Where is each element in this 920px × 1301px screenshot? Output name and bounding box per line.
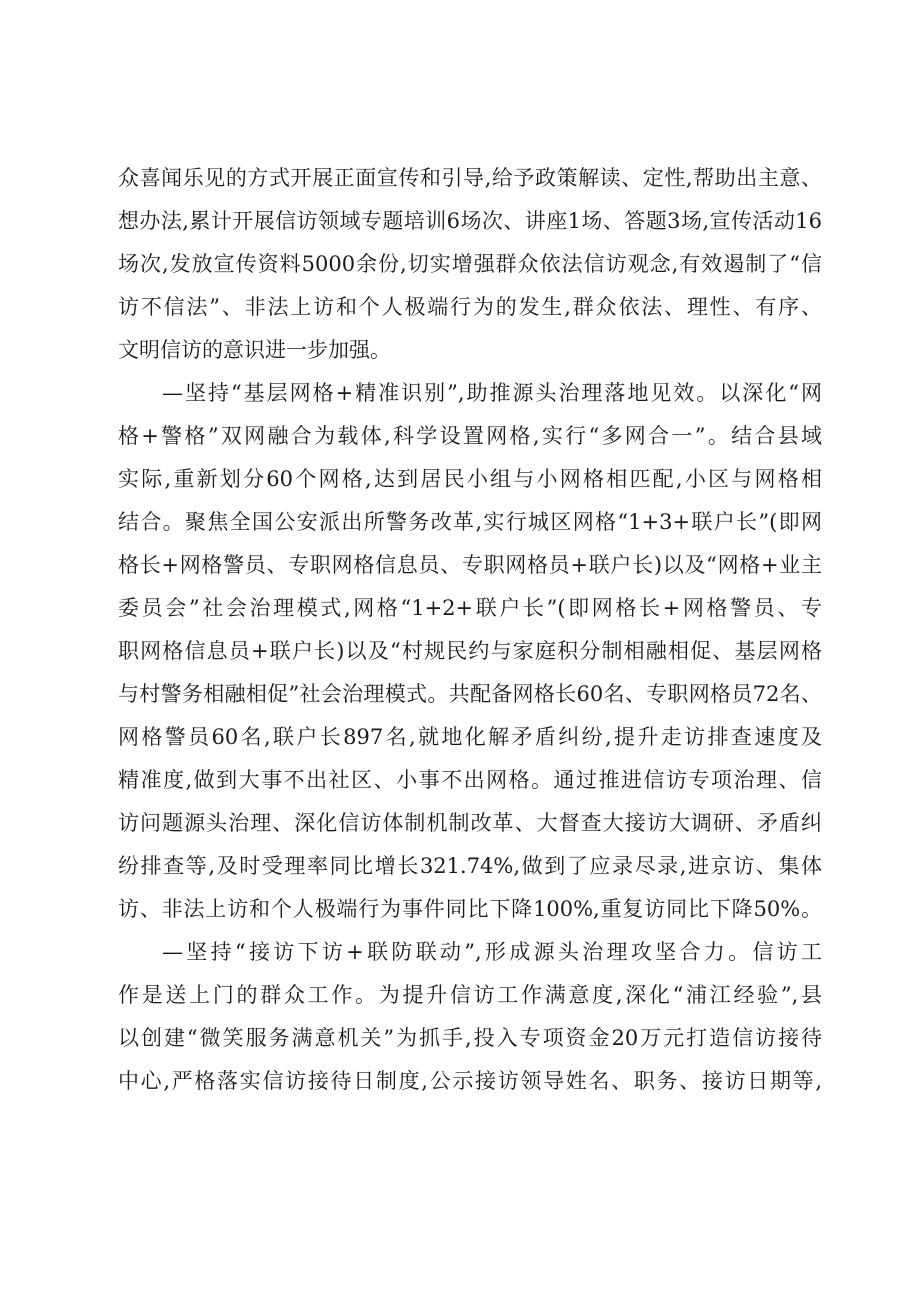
paragraph-2-line-7: 职网格信息员+联户长)以及“村规民约与家庭积分制相融相促、基层网格 (118, 639, 822, 663)
paragraph-1-line-3: 场次,发放宣传资料5000余份,切实增强群众依法信访观念,有效遏制了“信 (118, 252, 822, 276)
paragraph-3-line-3: 以创建“微笑服务满意机关”为抓手,投入专项资金20万元打造信访接待 (118, 1026, 822, 1050)
paragraph-2-line-1: —坚持“基层网格+精准识别”,助推源头治理落地见效。以深化“网 (162, 381, 822, 405)
paragraph-2-line-5: 格长+网格警员、专职网格信息员、专职网格员+联户长)以及“网格+业主 (118, 553, 822, 577)
paragraph-2-line-3: 实际,重新划分60个网格,达到居民小组与小网格相匹配,小区与网格相 (118, 467, 822, 491)
paragraph-2-line-10: 精准度,做到大事不出社区、小事不出网格。通过推进信访专项治理、信 (118, 768, 822, 792)
paragraph-1-line-1: 众喜闻乐见的方式开展正面宣传和引导,给予政策解读、定性,帮助出主意、 (118, 166, 822, 190)
paragraph-2-line-6: 委员会”社会治理模式,网格“1+2+联户长”(即网格长+网格警员、专 (118, 596, 822, 620)
paragraph-1-line-4: 访不信法”、非法上访和个人极端行为的发生,群众依法、理性、有序、 (118, 295, 822, 319)
paragraph-2-line-11: 访问题源头治理、深化信访体制机制改革、大督查大接访大调研、矛盾纠 (118, 811, 822, 835)
paragraph-2-line-9: 网格警员60名,联户长897名,就地化解矛盾纠纷,提升走访排查速度及 (118, 725, 822, 749)
paragraph-3-line-2: 作是送上门的群众工作。为提升信访工作满意度,深化“浦江经验”,县 (118, 983, 822, 1007)
paragraph-2-line-2: 格+警格”双网融合为载体,科学设置网格,实行“多网合一”。结合县域 (118, 424, 822, 448)
paragraph-1-line-2: 想办法,累计开展信访领域专题培训6场次、讲座1场、答题3场,宣传活动16 (118, 209, 822, 233)
paragraph-1-line-5: 文明信访的意识进一步加强。 (118, 338, 391, 362)
paragraph-2-line-13: 访、非法上访和个人极端行为事件同比下降100%,重复访同比下降50%。 (118, 897, 822, 921)
paragraph-3-line-4: 中心,严格落实信访接待日制度,公示接访领导姓名、职务、接访日期等, (118, 1069, 822, 1093)
paragraph-2-line-8: 与村警务相融相促”社会治理模式。共配备网格长60名、专职网格员72名、 (118, 682, 822, 706)
paragraph-3-line-1: —坚持“接访下访+联防联动”,形成源头治理攻坚合力。信访工 (162, 940, 822, 964)
paragraph-2-line-12: 纷排查等,及时受理率同比增长321.74%,做到了应录尽录,进京访、集体 (118, 854, 822, 878)
paragraph-2-line-4: 结合。聚焦全国公安派出所警务改革,实行城区网格“1+3+联户长”(即网 (118, 510, 822, 534)
